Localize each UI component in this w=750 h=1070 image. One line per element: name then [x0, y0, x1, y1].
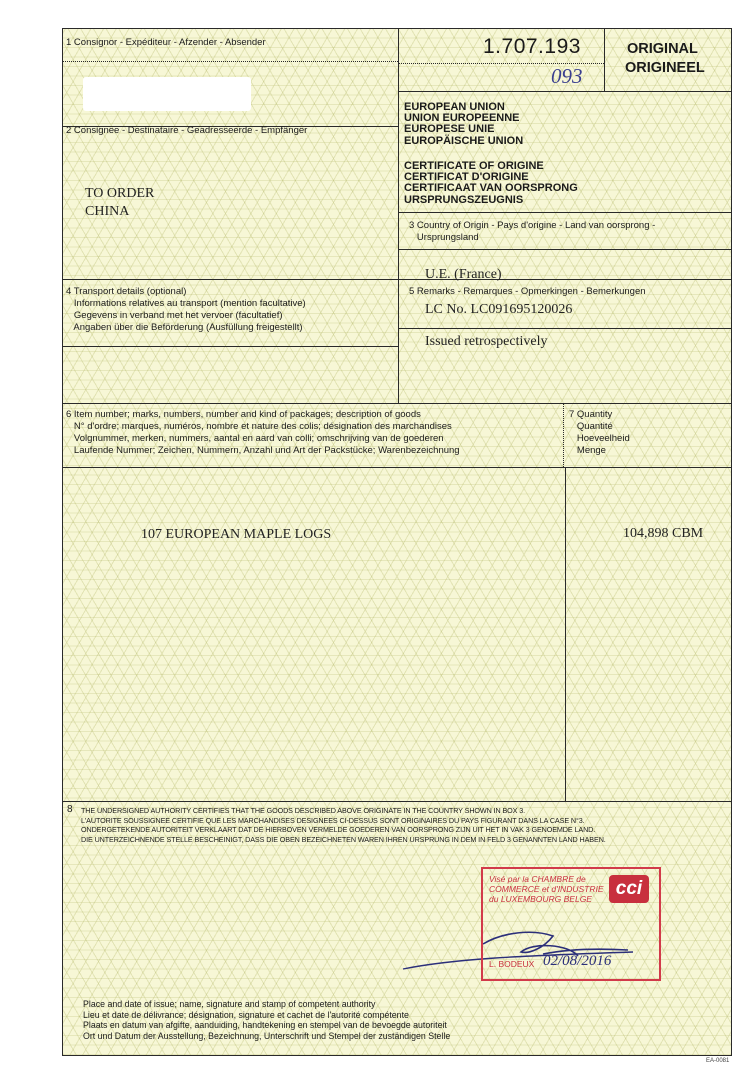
- stamp-officer-name: L. BODEUX: [489, 959, 535, 969]
- union-line: EUROPESE UNIE: [404, 123, 495, 136]
- certificate-title-line: CERTIFICATE OF ORIGINE: [404, 160, 544, 172]
- goods-quantity: 104,898 CBM: [623, 526, 704, 541]
- place-date-block: [83, 999, 450, 1041]
- certificate-title-line: CERTIFICAAT VAN OORSPRONG: [404, 182, 578, 195]
- certification-line: DIE UNTERZEICHNENDE STELLE BESCHEINIGT, DASS DIE OBEN BEZEICHNETEN WAREN IHREN URSPRUNG IN DEM IN FELD 3 GENANNTEN LAND HABEN.: [81, 834, 606, 844]
- divider-box8-top: [63, 801, 731, 802]
- place-date-line: Plaats en datum van afgifte, aanduiding, handtekening en stempel van de bevoegde autoriteit: [83, 1020, 447, 1030]
- union-line: UNION EUROPEENNE: [404, 112, 520, 125]
- box8-number: 8: [67, 804, 73, 815]
- box5-label: 5 Remarks - Remarques - Opmerkingen - Bemerkungen: [409, 286, 646, 297]
- divider-box6-box7-top: [563, 403, 564, 467]
- box4-label: 4 Transport details (optional) Informations relatives au transport (mention facultative) Gegevens in verband met het vervoer (facultatief) Angaben über die Beförderung (Ausfüllung freigestellt): [66, 286, 306, 333]
- stamp-line: Visé par la CHAMBRE de: [489, 874, 586, 884]
- consignee-line-1: TO ORDER: [85, 186, 155, 201]
- divider-box6-box7: [565, 467, 566, 801]
- certificate-title-block: [404, 161, 578, 206]
- stamp-text: [489, 874, 604, 904]
- divider-number-type: [604, 29, 605, 91]
- union-line: EUROPEAN UNION: [404, 101, 505, 113]
- certificate-form: [62, 28, 732, 1056]
- chamber-stamp: [481, 867, 661, 981]
- cci-logo: cci: [609, 875, 649, 903]
- box8-certification: [81, 806, 606, 844]
- lc-number: LC No. LC091695120026: [425, 302, 573, 317]
- divider-box4-inner: [63, 346, 398, 347]
- certificate-title-line: CERTIFICAT D'ORIGINE: [404, 171, 529, 184]
- place-date-line: Lieu et date de délivrance; désignation, signature et cachet de l'autorité compétente: [83, 1009, 409, 1020]
- stamp-line: COMMERCE et d'INDUSTRIE: [489, 884, 604, 894]
- certification-line: ONDERGETEKENDE AUTORITEIT VERKLAART DAT DE HIERBOVEN VERMELDE GOEDEREN VAN OORSPRONG ZIJN UIT HET IN VAK 3 GENOEMDE LAND.: [81, 825, 596, 834]
- certification-line: THE UNDERSIGNED AUTHORITY CERTIFIES THAT THE GOODS DESCRIBED ABOVE ORIGINATE IN THE COUNTRY SHOWN IN BOX 3.: [81, 806, 526, 815]
- divider-top-right: [398, 91, 731, 92]
- box7-label: 7 Quantity Quantité Hoeveelheid Menge: [569, 409, 630, 456]
- divider-box5-inner: [398, 328, 731, 329]
- country-of-origin: U.E. (France): [425, 267, 502, 282]
- issue-date: 02/08/2016: [543, 953, 612, 969]
- certificate-type-2: ORIGINEEL: [625, 60, 705, 76]
- certificate-title-line: URSPRUNGSZEUGNIS: [404, 193, 524, 206]
- divider-under-box1-label: [63, 61, 398, 62]
- consignor-redaction: [83, 77, 251, 111]
- union-line: EUROPÄISCHE UNION: [404, 134, 524, 147]
- remarks-note: Issued retrospectively: [425, 334, 548, 349]
- divider-box2-box4: [63, 279, 398, 280]
- place-date-line: Ort und Datum der Ausstellung, Bezeichnung, Unterschrift und Stempel der zuständigen Stelle: [83, 1030, 451, 1041]
- divider-header-box3: [398, 212, 731, 213]
- box2-label: 2 Consignee - Destinataire - Geadresseerde - Empfänger: [66, 125, 308, 136]
- divider-center: [398, 29, 399, 403]
- form-code: EA-0081: [706, 1058, 730, 1064]
- certificate-number: 1.707.193: [483, 35, 581, 58]
- box6-label: 6 Item number; marks, numbers, number and kind of packages; description of goods N° d'ordre; marques, numéros, nombre et nature des colis; désignation des marchandises Volgnummer, merken, nummers, aantal en aard van colli; omschrijving van de goederen Laufende Nummer; Zeichen, Nummern, Anzahl und Art der Packstücke; Warenbezeichnung: [66, 409, 460, 456]
- certification-line: L'AUTORITE SOUSSIGNEE CERTIFIE QUE LES MARCHANDISES DESIGNEES CI-DESSUS SONT ORIGINAIRES DU PAYS FIGURANT DANS LA CASE N°3.: [81, 815, 585, 825]
- divider-box3-inner: [398, 249, 731, 250]
- goods-description: 107 EUROPEAN MAPLE LOGS: [141, 527, 332, 542]
- stamp-line: du LUXEMBOURG BELGE: [489, 894, 592, 904]
- place-date-line: Place and date of issue; name, signature and stamp of competent authority: [83, 999, 376, 1009]
- box3-label: 3 Country of Origin - Pays d'origine - Land van oorsprong - Ursprungsland: [409, 220, 656, 243]
- divider-box6-header: [63, 467, 731, 468]
- consignee-line-2: CHINA: [85, 204, 130, 219]
- union-title-block: [404, 102, 523, 147]
- divider-box6-top: [63, 403, 731, 404]
- box1-label: 1 Consignor - Expéditeur - Afzender - Absender: [66, 37, 266, 48]
- handwritten-reference: 093: [551, 64, 583, 88]
- certificate-type-1: ORIGINAL: [627, 41, 698, 57]
